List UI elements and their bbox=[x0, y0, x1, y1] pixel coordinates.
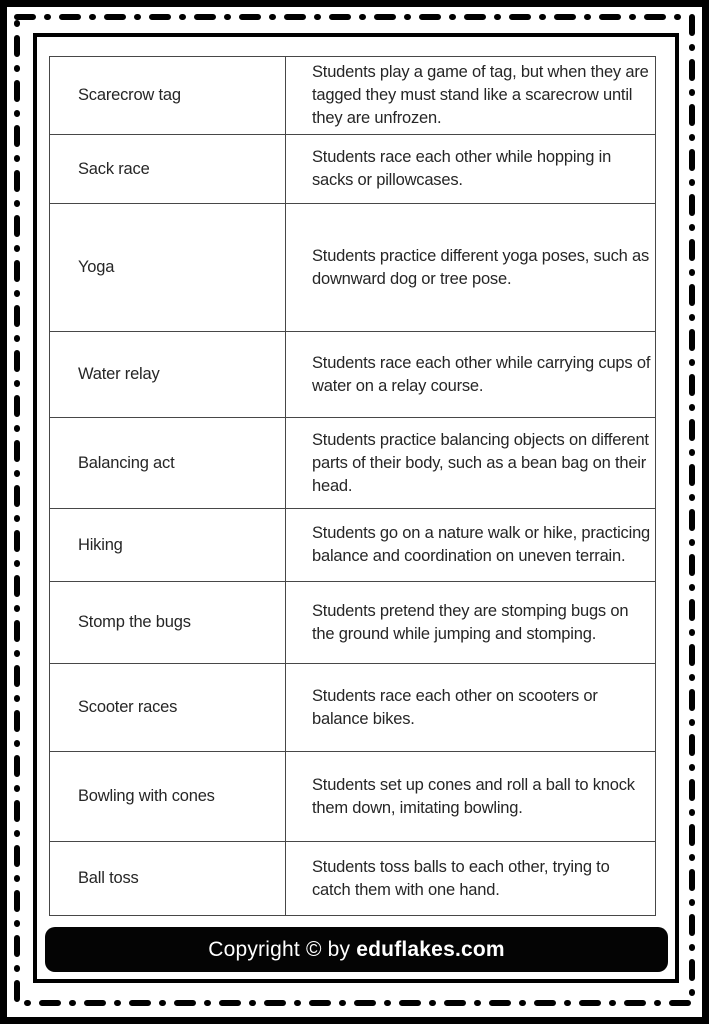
description-cell: Students go on a nature walk or hike, practicing balance and coordination on uneven terrain. bbox=[286, 509, 656, 582]
activity-cell: Yoga bbox=[50, 204, 286, 332]
activity-cell: Scooter races bbox=[50, 664, 286, 752]
copyright-brand: eduflakes.com bbox=[356, 937, 505, 961]
activity-cell: Hiking bbox=[50, 509, 286, 582]
table-row bbox=[50, 582, 656, 664]
description-cell: Students play a game of tag, but when they are tagged they must stand like a scarecrow until they are unfrozen. bbox=[286, 57, 656, 135]
activities-table bbox=[49, 56, 656, 916]
activity-cell: Water relay bbox=[50, 332, 286, 418]
description-cell: Students practice different yoga poses, such as downward dog or tree pose. bbox=[286, 204, 656, 332]
table-row bbox=[50, 332, 656, 418]
description-cell: Students race each other while hopping in sacks or pillowcases. bbox=[286, 135, 656, 204]
activity-cell: Balancing act bbox=[50, 418, 286, 509]
activities-table-body bbox=[50, 57, 656, 916]
activity-cell: Stomp the bugs bbox=[50, 582, 286, 664]
table-row bbox=[50, 752, 656, 842]
table-row bbox=[50, 57, 656, 135]
table-row bbox=[50, 664, 656, 752]
description-cell: Students race each other while carrying cups of water on a relay course. bbox=[286, 332, 656, 418]
copyright-prefix: Copyright © by bbox=[208, 937, 357, 961]
table-row bbox=[50, 842, 656, 916]
description-cell: Students set up cones and roll a ball to knock them down, imitating bowling. bbox=[286, 752, 656, 842]
description-cell: Students race each other on scooters or balance bikes. bbox=[286, 664, 656, 752]
activity-cell: Scarecrow tag bbox=[50, 57, 286, 135]
description-cell: Students practice balancing objects on different parts of their body, such as a bean bag on their head. bbox=[286, 418, 656, 509]
table-row bbox=[50, 509, 656, 582]
activity-cell: Ball toss bbox=[50, 842, 286, 916]
description-cell: Students pretend they are stomping bugs on the ground while jumping and stomping. bbox=[286, 582, 656, 664]
table-row bbox=[50, 418, 656, 509]
description-cell: Students toss balls to each other, trying to catch them with one hand. bbox=[286, 842, 656, 916]
table-row bbox=[50, 135, 656, 204]
table-row bbox=[50, 204, 656, 332]
copyright-text bbox=[208, 938, 505, 962]
activity-cell: Sack race bbox=[50, 135, 286, 204]
copyright-bar bbox=[45, 927, 668, 972]
activity-cell: Bowling with cones bbox=[50, 752, 286, 842]
